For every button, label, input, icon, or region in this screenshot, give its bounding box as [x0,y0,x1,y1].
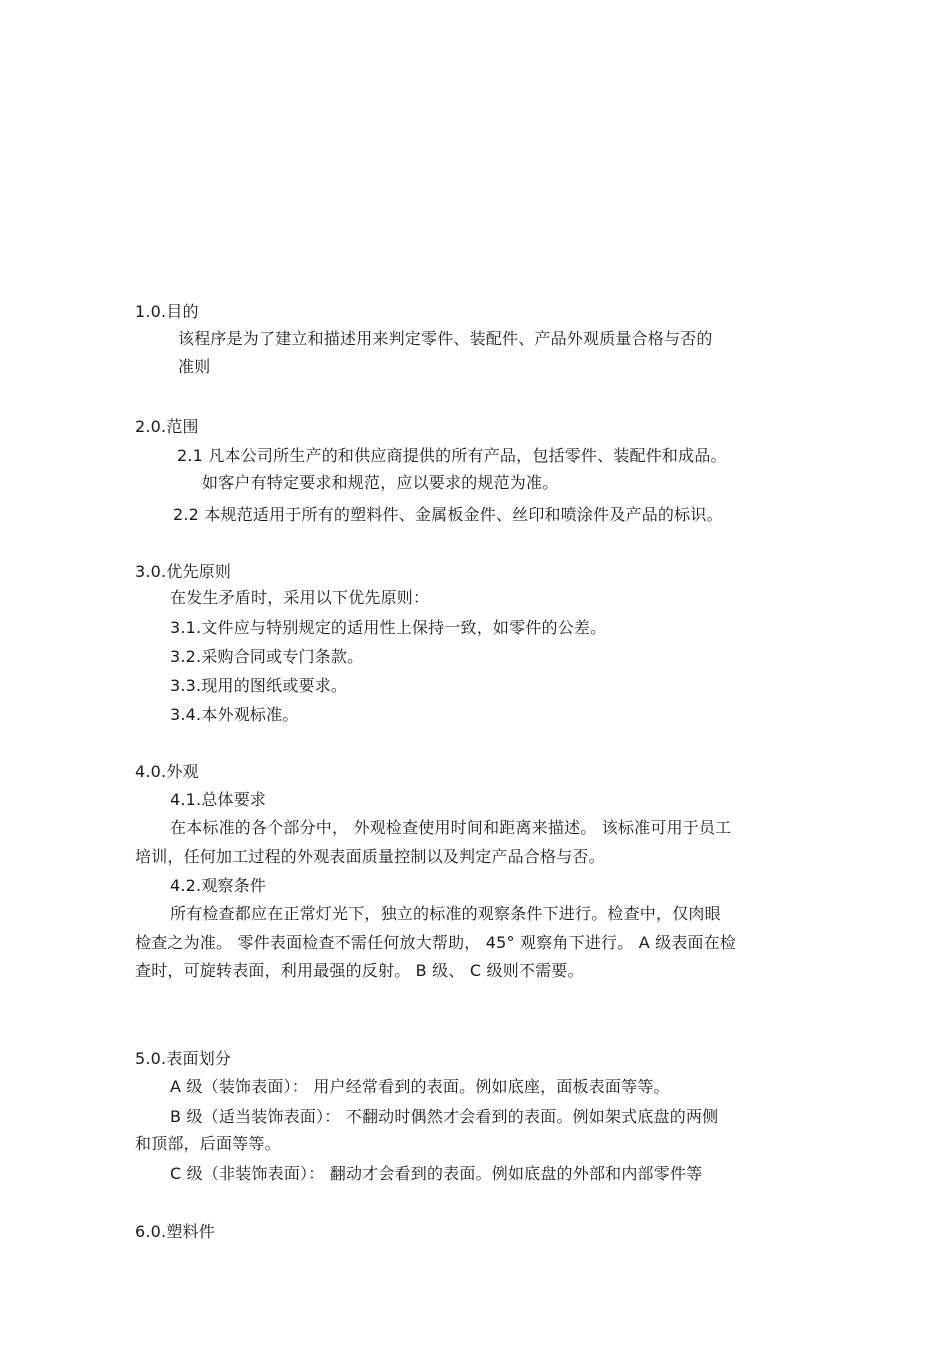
list-item: 2.1 凡本公司所生产的和供应商提供的所有产品，包括零件、装配件和成品。 [177,446,727,465]
section-heading: 3.0.优先原则 [135,562,232,581]
paragraph-line: 查时，可旋转表面，利用最强的反射。 B 级、 C 级则不需要。 [135,961,584,980]
list-item: 3.2.采购合同或专门条款。 [170,647,364,666]
paragraph-line: 检查之为准。 零件表面检查不需任何放大帮助， 45° 观察角下进行。 A 级表面在检 [135,933,737,952]
list-item: 3.3.现用的图纸或要求。 [170,676,348,695]
list-item-continuation: 如客户有特定要求和规范，应以要求的规范为准。 [202,473,559,492]
paragraph-line: 在发生矛盾时，采用以下优先原则： [170,588,430,607]
paragraph-line: 准则 [178,357,211,376]
paragraph-line: 该程序是为了建立和描述用来判定零件、装配件、产品外观质量合格与否的 [178,329,713,348]
list-item: 3.1.文件应与特别规定的适用性上保持一致，如零件的公差。 [170,618,607,637]
grade-a-definition: A 级（装饰表面）： 用户经常看到的表面。例如底座，面板表面等等。 [170,1077,670,1096]
subsection-heading: 4.2.观察条件 [170,876,267,895]
grade-b-continuation: 和顶部，后面等等。 [135,1134,281,1153]
list-item: 3.4.本外观标准。 [170,705,299,724]
section-heading: 4.0.外观 [135,762,199,781]
paragraph-line: 在本标准的各个部分中， 外观检查使用时间和距离来描述。 该标准可用于员工 [170,818,732,837]
section-heading: 6.0.塑料件 [135,1222,215,1241]
section-heading: 1.0.目的 [135,302,199,321]
section-heading: 2.0.范围 [135,417,199,436]
paragraph-line: 所有检查都应在正常灯光下，独立的标准的观察条件下进行。检查中，仅肉眼 [170,904,721,923]
subsection-heading: 4.1.总体要求 [170,790,267,809]
list-item: 2.2 本规范适用于所有的塑料件、金属板金件、丝印和喷涂件及产品的标识。 [173,505,723,524]
grade-b-definition: B 级（适当装饰表面）： 不翻动时偶然才会看到的表面。例如架式底盘的两侧 [170,1107,719,1126]
paragraph-line: 培训，任何加工过程的外观表面质量控制以及判定产品合格与否。 [135,847,605,866]
section-heading: 5.0.表面划分 [135,1049,232,1068]
grade-c-definition: C 级（非装饰表面）： 翻动才会看到的表面。例如底盘的外部和内部零件等 [170,1164,703,1183]
